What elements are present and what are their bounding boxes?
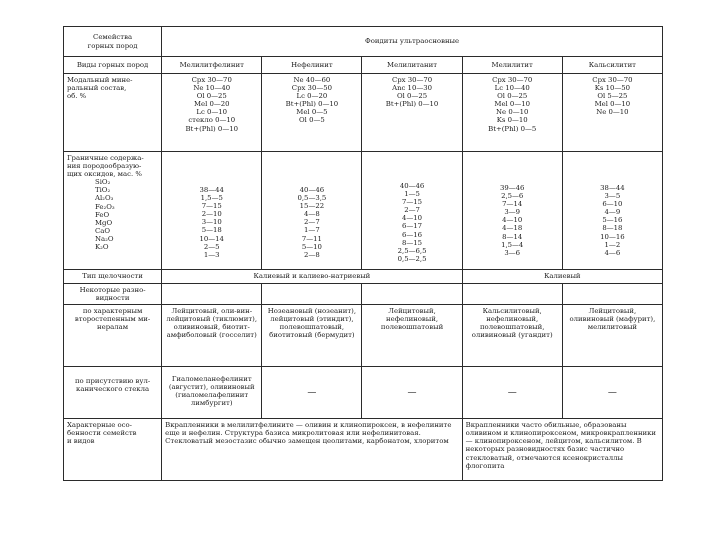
oxide-value: 39—46 (499, 184, 525, 192)
oxide-value: 4—8 (304, 210, 320, 219)
oxide-value: 10—16 (600, 232, 625, 241)
alkalinity-right: Калиевый (462, 270, 662, 284)
oxide-value: 2—8 (304, 250, 320, 259)
empty-cell (562, 284, 662, 305)
oxide-value: 2,5—6 (501, 192, 524, 201)
oxide-value: 0,5—2,5 (397, 254, 427, 263)
rock-name: Мелилитфелинит (162, 57, 262, 74)
oxide-value: 1,5—5 (200, 194, 223, 203)
by-minerals-row (64, 305, 663, 367)
oxide-value: 8—14 (502, 232, 523, 241)
oxide-value: 2—7 (404, 206, 420, 215)
rock-kinds-row (64, 57, 663, 74)
rock-classification-table (63, 26, 663, 481)
rock-name: Нефелинит (262, 57, 362, 74)
rock-name: Кальсилитит (562, 57, 662, 74)
empty-cell (262, 284, 362, 305)
oxide-value: 10—14 (199, 234, 224, 243)
oxide-value: 7—15 (201, 202, 222, 211)
by-minerals-label-line: нералам (97, 323, 129, 332)
oxides-cell (162, 152, 262, 270)
modal-value: Ks 10—50 (594, 84, 631, 93)
features-right-text: Вкрапленники часто обильные, образованы оливином и клинопироксеном, микровкрапленники — клинопироксеном, лейцитом, кальсилитом. В некоторых разновидностях базис частично стекловатый, отмечаются ксенокристаллы флогопита (465, 421, 657, 470)
oxide-value: 8—15 (402, 238, 423, 247)
by-glass-label-line: по присутствию вул- (74, 377, 151, 386)
oxide-value: 2—10 (201, 210, 222, 219)
empty-cell (162, 284, 262, 305)
oxide-name: CaO (95, 226, 111, 235)
oxide-value: 5—10 (301, 242, 322, 251)
oxide-value: 1—2 (604, 240, 621, 249)
modal-value: Lc 0—20 (296, 92, 328, 101)
oxide-value: 3—5 (604, 192, 621, 201)
dash-cell: — (562, 367, 662, 419)
oxide-value: 1—5 (404, 190, 420, 199)
modal-value: Bt+(Phl) 0—5 (488, 124, 537, 133)
rock-name: Мелилитит (462, 57, 562, 74)
oxides-cell (362, 152, 462, 270)
family-label-line: Семейства (93, 33, 133, 42)
oxide-name: FeO (95, 210, 110, 219)
modal-value: Bt+(Phl) 0—10 (185, 124, 238, 133)
oxide-name: SiO₂ (95, 178, 111, 187)
oxide-name: Fe₂O₃ (95, 202, 115, 211)
oxide-value: 4—10 (502, 216, 523, 225)
family-row (64, 27, 663, 57)
modal-label-line: ральный состав, (67, 84, 127, 93)
modal-label-cell (64, 74, 162, 152)
modal-value: Ol 0—25 (497, 92, 528, 101)
oxide-name: MgO (95, 218, 113, 227)
modal-value: Ol 5—25 (597, 92, 628, 101)
features-label-line: Характерные осо- (67, 421, 132, 430)
alkalinity-row (64, 270, 663, 284)
oxide-value: 2—7 (304, 218, 320, 227)
modal-value: Lc 10—40 (494, 84, 530, 93)
oxides-row (64, 152, 663, 270)
variety-cell (262, 305, 362, 367)
modal-value: Ol 0—25 (397, 92, 428, 101)
oxide-value: 40—46 (399, 182, 425, 190)
oxide-value: 2—5 (203, 242, 220, 251)
modal-value: Mel 0—20 (193, 100, 230, 109)
oxide-name: Na₂O (95, 234, 114, 243)
by-minerals-label-cell (64, 305, 162, 367)
modal-value: Ne 40—60 (293, 76, 331, 84)
modal-cell (562, 74, 662, 152)
by-minerals-label-line: второстепенным ми- (74, 315, 151, 324)
oxide-value: 1,5—4 (501, 240, 524, 249)
variety-cell (362, 305, 462, 367)
variety-text: Лейцитовый, нефелиновый, полевошпатовый (380, 307, 444, 332)
oxide-value: 4—18 (502, 224, 523, 233)
modal-value: Ol 0—5 (299, 116, 325, 125)
dash-cell: — (362, 367, 462, 419)
rock-kinds-label: Виды горных пород (64, 57, 162, 74)
oxide-value: 5—16 (602, 216, 623, 225)
variety-cell (562, 305, 662, 367)
modal-cell (162, 74, 262, 152)
features-row (64, 419, 663, 481)
modal-cell (362, 74, 462, 152)
oxide-value: 8—18 (602, 224, 623, 233)
modal-value: Cpx 30—70 (592, 76, 633, 84)
alkalinity-left: Калиевый и калиево-натриевый (162, 270, 462, 284)
by-glass-label-cell (64, 367, 162, 419)
oxides-label-line: щих оксидов, мас. % (67, 170, 142, 179)
varieties-label-line: видности (95, 294, 130, 303)
features-label-line: и видов (67, 437, 95, 446)
oxide-value: 3—6 (504, 248, 521, 257)
modal-label-line: Модальный мине- (67, 76, 133, 84)
modal-value: Ne 0—10 (496, 108, 529, 117)
empty-cell (462, 284, 562, 305)
varieties-label-cell (64, 284, 162, 305)
glass-variety-cell (162, 367, 262, 419)
oxide-value: 6—17 (402, 222, 423, 231)
oxide-value: 4—6 (604, 248, 621, 257)
features-label-cell (64, 419, 162, 481)
oxide-value: 38—44 (199, 186, 224, 194)
empty-cell (362, 284, 462, 305)
variety-text: Нозеановый (нозеанит), лейцитовый (этиндит), полевошпатовый, биотитовый (бермудит) (267, 307, 357, 340)
rock-name: Мелилитанит (362, 57, 462, 74)
modal-value: Lc 0—10 (196, 108, 228, 117)
oxide-value: 2,5—6,5 (397, 246, 427, 255)
modal-value: Mel 0—10 (594, 100, 631, 109)
oxide-name: TiO₂ (95, 186, 111, 195)
oxides-cell (562, 152, 662, 270)
modal-cell (262, 74, 362, 152)
oxide-value: 6—10 (602, 200, 623, 209)
oxide-value: 40—46 (299, 186, 325, 194)
oxide-value: 6—16 (402, 230, 423, 239)
variety-text: Кальсилитовый, нефелиновый, полевошпатовый, оливиновый (угандит) (471, 307, 553, 340)
modal-value: Mel 0—10 (494, 100, 530, 109)
glass-variety-text: Гиаломеланефелинит (августит), оливиновый (гиаломелафелинит лимбургит) (168, 375, 255, 408)
oxide-value: 1—7 (304, 226, 320, 235)
modal-value: Cpx 30—70 (391, 76, 433, 84)
oxide-value: 4—9 (604, 208, 621, 217)
modal-value: Mel 0—5 (296, 108, 328, 117)
oxide-value: 3—10 (201, 218, 222, 227)
oxides-label-line: Граничные содержа- (67, 154, 144, 162)
group-title: Фоидиты ультраосновные (365, 37, 460, 46)
modal-value: Cpx 30—70 (191, 76, 232, 84)
variety-cell (462, 305, 562, 367)
oxide-value: 7—14 (502, 200, 523, 209)
oxide-value: 5—18 (201, 226, 222, 235)
features-left-cell (162, 419, 462, 481)
modal-value: Bt+(Phl) 0—10 (285, 100, 339, 109)
modal-value: Anc 10—30 (392, 84, 432, 93)
oxides-label-line: ния породообразую- (67, 162, 142, 171)
features-right-cell (462, 419, 662, 481)
oxide-value: 38—44 (600, 184, 625, 192)
modal-value: Ne 10—40 (193, 84, 231, 93)
by-glass-row (64, 367, 663, 419)
family-label-cell (64, 27, 162, 57)
modal-value: Bt+(Phl) 0—10 (385, 100, 439, 109)
variety-text: Лейцитовый, оливиновый (мафурит), мелилитовый (569, 307, 656, 332)
modal-value: Cpx 30—70 (492, 76, 533, 84)
group-title-cell (162, 27, 663, 57)
oxides-cell (462, 152, 562, 270)
modal-cell (462, 74, 562, 152)
oxide-value: 7—15 (402, 198, 423, 207)
features-label-line: бенности семейств (67, 429, 137, 438)
oxide-value: 7—11 (301, 234, 322, 243)
variety-cell (162, 305, 262, 367)
modal-value: Ol 0—25 (196, 92, 227, 101)
by-glass-label-line: канического стекла (76, 385, 150, 394)
modal-value: Cpx 30—50 (291, 84, 332, 93)
modal-value: Ks 0—10 (496, 116, 528, 125)
varieties-label-line: Некоторые разно- (79, 286, 146, 294)
modal-value: Ne 0—10 (596, 108, 629, 117)
modal-value: стекло 0—10 (188, 116, 236, 125)
by-minerals-label-line: по характерным (82, 307, 143, 316)
modal-label-line: об. % (67, 92, 87, 101)
varieties-row (64, 284, 663, 305)
oxide-value: 15—22 (299, 202, 325, 211)
oxide-value: 1—3 (203, 250, 220, 259)
features-left-text: Вкрапленники в мелилитфелините — оливин и клинопироксен, в нефелините еще и нефелин. Структура базиса микролитовая или нефелинитовая. Стекловатый мезостазис обычно замещен цеолитами, карбонатом, хлоритом (165, 421, 452, 446)
oxide-value: 3—9 (504, 208, 521, 217)
alkalinity-label: Тип щелочности (64, 270, 162, 284)
variety-text: Лейцитовый, оли-вин-лейцитовый (тиклюмит), оливиновый, биотит-амфиболовый (госселит) (166, 307, 258, 340)
oxide-value: 0,5—3,5 (297, 194, 327, 203)
dash-cell: — (262, 367, 362, 419)
oxide-name: K₂O (95, 243, 109, 252)
family-label-line: горных пород (87, 41, 138, 50)
oxide-name: Al₂O₃ (95, 194, 114, 203)
oxides-cell (262, 152, 362, 270)
oxide-value: 4—10 (402, 214, 423, 223)
dash-cell: — (462, 367, 562, 419)
modal-composition-row (64, 74, 663, 152)
oxides-label-cell (64, 152, 162, 270)
